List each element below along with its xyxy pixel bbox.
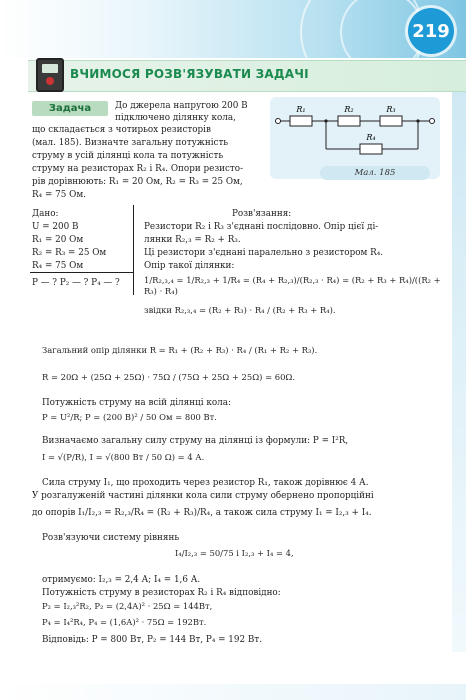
solution-line-1: Резистори R₂ і R₃ з'єднані послідовно. Опір цієї ді- bbox=[144, 222, 379, 232]
given-line-1: U = 200 В bbox=[32, 222, 79, 232]
task-badge: Задача bbox=[32, 101, 108, 116]
problem-line-1: До джерела напругою 200 В bbox=[115, 101, 248, 111]
solution-title: Розв'язання: bbox=[232, 209, 292, 219]
p2-calc: P₂ = I₂,₃²R₂, P₂ = (2,4A)² · 25Ω = 144Вт, bbox=[42, 601, 213, 611]
given-line-3: R₂ = R₃ = 25 Ом bbox=[32, 248, 107, 258]
problem-line-3: що складається з чотирьох резисторів bbox=[32, 125, 211, 135]
resistor-r3 bbox=[380, 116, 402, 126]
total-resistance-intro: Загальний опір ділянки R = R₁ + (R₂ + R₃) · R₄ / (R₁ + R₂ + R₃). bbox=[42, 345, 318, 355]
paragraph-line-2: У розгалуженій частині ділянки кола сили струму обернено пропорційні bbox=[32, 491, 374, 501]
bottom-band bbox=[0, 684, 466, 700]
total-resistance-calc: R = 20Ω + (25Ω + 25Ω) · 75Ω / (75Ω + 25Ω + 25Ω) = 60Ω. bbox=[42, 372, 296, 382]
given-title: Дано: bbox=[32, 209, 59, 219]
paragraph-line-3: до опорів I₁/I₂,₃ = R₂,₃/R₄ = (R₂ + R₃)/R₄, а також сила струму I₁ = I₂,₃ + I₄. bbox=[32, 508, 372, 518]
section-title: ВЧИМОСЯ РОЗВ'ЯЗУВАТИ ЗАДАЧІ bbox=[70, 67, 309, 81]
multimeter-icon bbox=[36, 58, 64, 92]
power-calc: P = U²/R; P = (200 В)² / 50 Ом = 800 Вт. bbox=[42, 412, 217, 422]
system-intro: Розв'язуючи систему рівнянь bbox=[42, 533, 180, 543]
resistor-r4 bbox=[360, 144, 382, 154]
solution-divider bbox=[133, 205, 134, 295]
label-r1: R₁ bbox=[296, 105, 306, 114]
solution-line-2: лянки R₂,₃ = R₂ + R₃. bbox=[144, 235, 241, 245]
problem-line-2: підключено ділянку кола, bbox=[115, 113, 236, 123]
top-decorative-band bbox=[0, 0, 466, 58]
problem-line-4: (мал. 185). Визначте загальну потужність bbox=[32, 138, 229, 148]
terminal bbox=[276, 119, 281, 124]
formula-parallel: 1/R₂,₃,₄ = 1/R₂,₃ + 1/R₄ = (R₄ + R₂,₃)/(R₂,₃ · R₄) = (R₂ + R₃ + R₄)/((R₂ + R₃) · R₄) bbox=[144, 275, 441, 296]
system-equation: I₄/I₂,₃ = 50/75 і I₂,₃ + I₄ = 4, bbox=[175, 548, 294, 558]
given-line-2: R₁ = 20 Ом bbox=[32, 235, 84, 245]
circuit-diagram bbox=[270, 97, 440, 167]
problem-line-6: струму на резисторах R₂ і R₄. Опори резисто- bbox=[32, 164, 244, 174]
solution-line-4: Опір такої ділянки: bbox=[144, 261, 235, 271]
figure-caption: Мал. 185 bbox=[320, 166, 430, 180]
given-line-4: R₄ = 75 Ом bbox=[32, 261, 84, 271]
current-calc: I = √(P/R), I = √(800 Вт / 50 Ω) = 4 А. bbox=[42, 452, 205, 462]
problem-line-7: рів дорівнюють: R₁ = 20 Ом, R₂ = R₃ = 25 Ом, bbox=[32, 177, 243, 187]
given-divider bbox=[30, 272, 134, 273]
page-number: 219 bbox=[408, 8, 454, 54]
resistor-r1 bbox=[290, 116, 312, 126]
solution-line-3: Ці резистори з'єднані паралельно з резистором R₄. bbox=[144, 248, 384, 258]
find-line: P — ? P₂ — ? P₄ — ? bbox=[32, 278, 120, 288]
side-stripe bbox=[452, 92, 466, 652]
answer-line: Відповідь: P = 800 Вт, P₂ = 144 Вт, P₄ = 192 Вт. bbox=[42, 635, 263, 645]
label-r2: R₂ bbox=[344, 105, 354, 114]
power-intro: Потужність струму на всій ділянці кола: bbox=[42, 398, 231, 408]
problem-line-8: R₄ = 75 Ом. bbox=[32, 190, 86, 200]
formula-from: звідки R₂,₃,₄ = (R₂ + R₃) · R₄ / (R₂ + R₃ + R₄). bbox=[144, 305, 336, 315]
power-resistors-intro: Потужність струму в резисторах R₂ і R₄ відповідно: bbox=[42, 588, 281, 598]
problem-line-5: струму в усій ділянці кола та потужність bbox=[32, 151, 224, 161]
terminal bbox=[430, 119, 435, 124]
label-r3: R₃ bbox=[386, 105, 396, 114]
current-intro: Визначаємо загальну силу струму на ділянці із формули: P = I²R, bbox=[42, 436, 349, 446]
label-r4: R₄ bbox=[366, 133, 376, 142]
p4-calc: P₄ = I₄²R₄, P₄ = (1,6A)² · 75Ω = 192Вт. bbox=[42, 617, 207, 627]
result-currents: отримуємо: I₂,₃ = 2,4 А; I₄ = 1,6 А. bbox=[42, 575, 201, 585]
paragraph-line-1: Сила струму I₁, що проходить через резистор R₁, також дорівнює 4 А. bbox=[42, 478, 369, 488]
resistor-r2 bbox=[338, 116, 360, 126]
